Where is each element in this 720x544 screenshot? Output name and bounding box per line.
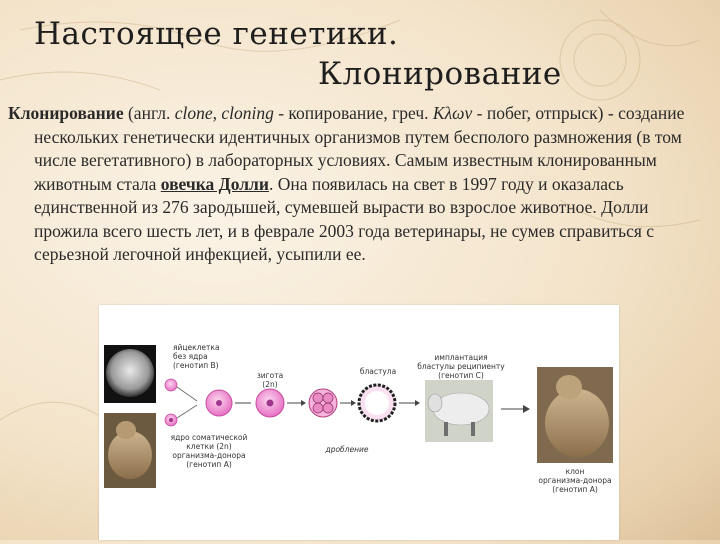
label-clone: клон организма-донора (генотип А) xyxy=(538,467,612,494)
text-greek: Κλων xyxy=(432,103,473,123)
text-part2: - копирование, греч. xyxy=(273,103,433,123)
label-somatic: ядро соматической клетки (2n) организма-донора (генотип А) xyxy=(170,433,248,469)
body-paragraph xyxy=(8,102,710,267)
text-part3: - побег, отпрыск) - создание нескольких генетически идентичных организмов путем бесполого размножения (в том числе вегетативного) в лабораторных условиях. Самым известным клонированным животным стала xyxy=(34,103,685,194)
slide-title-line1: Настоящее генетики. xyxy=(34,16,399,52)
cloning-diagram xyxy=(99,305,619,540)
egg-cell-small-icon xyxy=(165,379,177,391)
dolly-link[interactable]: овечка Долли xyxy=(160,173,269,194)
blastula-icon xyxy=(359,385,395,421)
label-zygote: зигота (2n) xyxy=(256,371,284,389)
slide-title-line2: Клонирование xyxy=(318,56,562,92)
text-part1: (англ. xyxy=(123,103,175,123)
recipient-sheep-photo xyxy=(425,380,493,442)
label-blastula: бластула xyxy=(359,367,397,376)
text-part4: . Она появилась на свет в 1997 году и оказалась единственной из 276 зародышей, сумевшей вырасти во взрослое животное. Долли прожила всего шесть лет, и в феврале 2003 года ветеринары, не сумев справиться с серьезной легочной инфекцией, усыпили ее. xyxy=(34,173,655,264)
cloning-diagram-svg xyxy=(99,305,619,540)
text-english: clone, cloning xyxy=(174,103,274,123)
morula-icon xyxy=(309,389,337,417)
label-implant: имплантация бластулы реципиенту (генотип С) xyxy=(417,353,505,380)
label-cleavage: дробление xyxy=(325,445,369,454)
clone-sheep-photo xyxy=(537,367,613,463)
label-egg: яйцеклетка без ядра (генотип В) xyxy=(173,343,220,370)
arrow-icon xyxy=(523,405,530,413)
egg-cell-icon xyxy=(106,349,154,397)
term-cloning: Клонирование xyxy=(8,103,124,123)
